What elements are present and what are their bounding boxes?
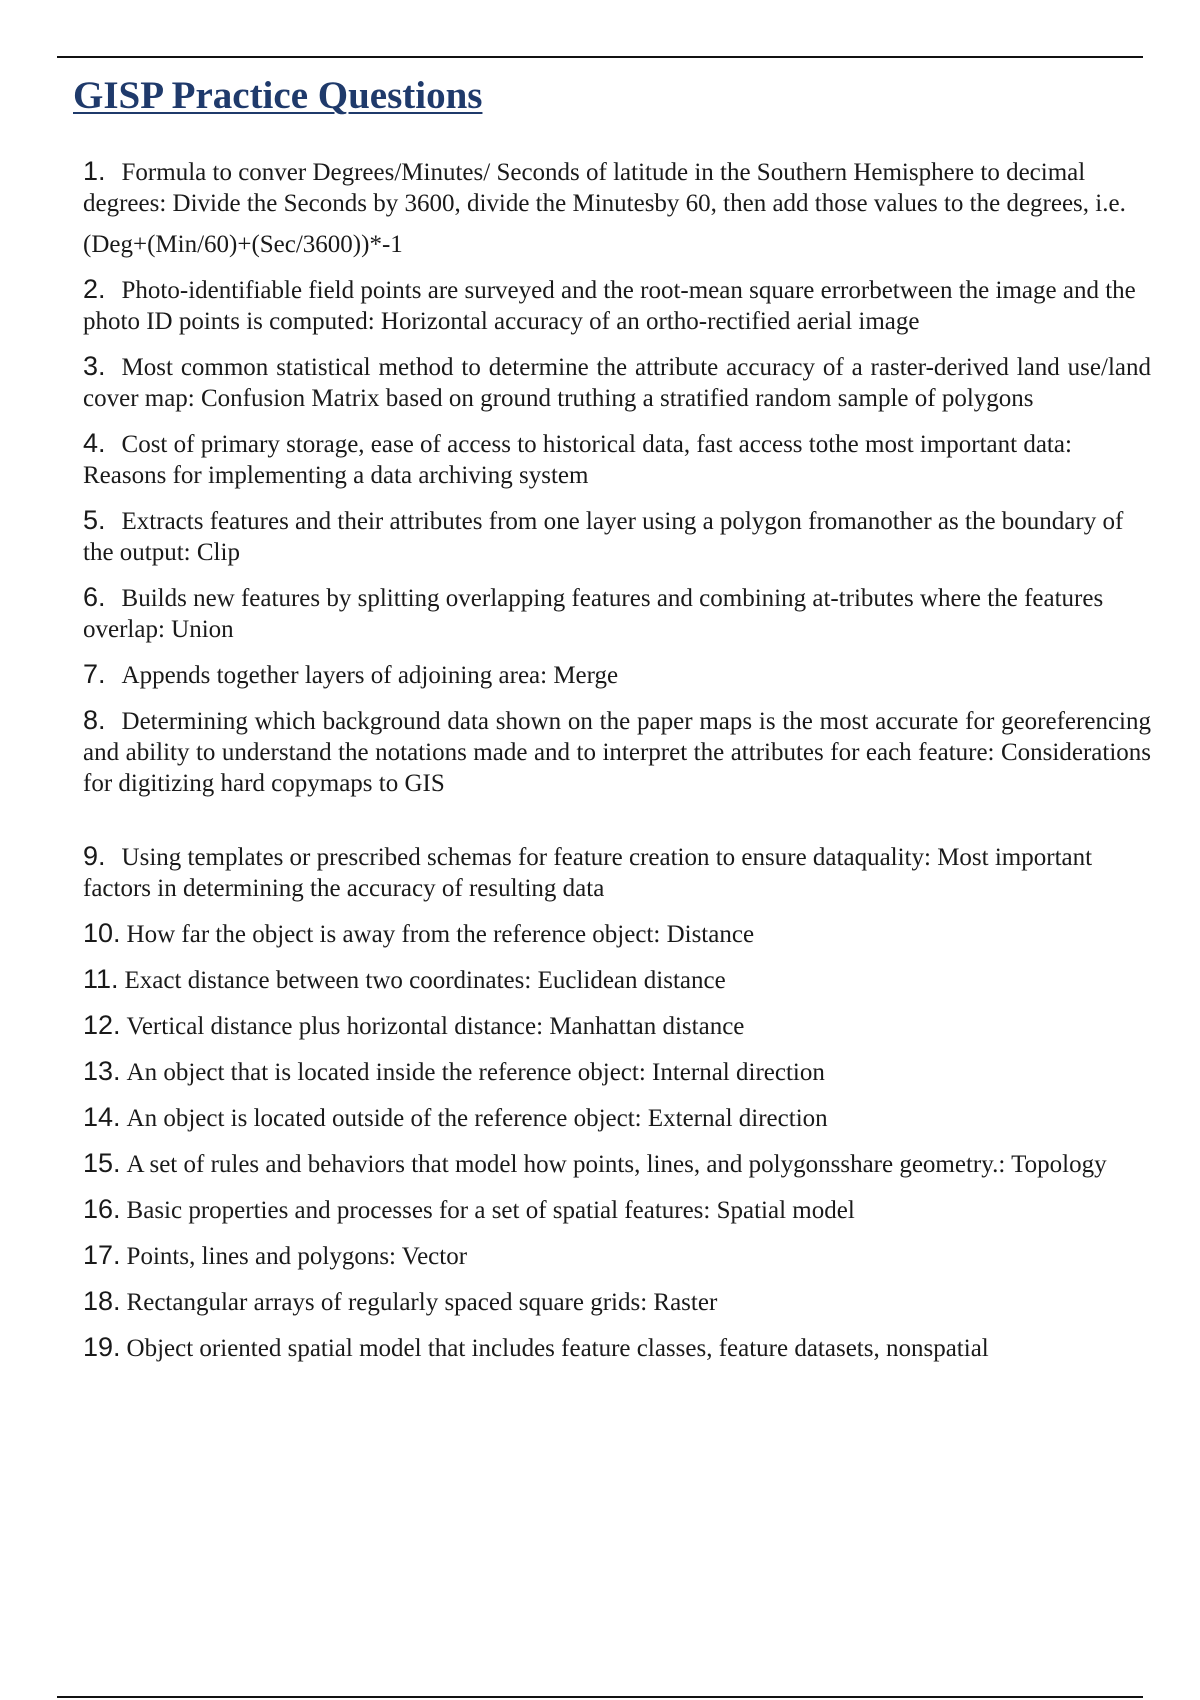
question-17 xyxy=(83,1240,1151,1272)
question-text: Object oriented spatial model that includes feature classes, feature datasets, nonspatial xyxy=(126,1335,989,1362)
question-11 xyxy=(83,964,1151,996)
bottom-rule xyxy=(57,1696,1143,1698)
question-text: Photo-identifiable field points are surveyed and the root-mean square errorbetween the image and the photo ID points is computed: Horizontal accuracy of an ortho-rectified aerial image xyxy=(83,277,1136,335)
question-5 xyxy=(83,505,1151,568)
question-number: 19. xyxy=(83,1332,121,1362)
question-9 xyxy=(83,841,1151,904)
question-8 xyxy=(83,705,1151,799)
question-number: 15. xyxy=(83,1148,121,1178)
question-text: Most common statistical method to determine the attribute accuracy of a raster-derived land use/land cover map: Confusion Matrix based on ground truthing a stratified random sample of polygons xyxy=(83,354,1151,412)
question-number: 11. xyxy=(83,964,119,994)
question-text: Extracts features and their attributes from one layer using a polygon fromanother as the boundary of the output: Clip xyxy=(83,508,1124,566)
question-text: Rectangular arrays of regularly spaced square grids: Raster xyxy=(126,1289,718,1316)
question-10 xyxy=(83,918,1151,950)
question-number: 16. xyxy=(83,1194,121,1224)
question-16 xyxy=(83,1194,1151,1226)
question-text: A set of rules and behaviors that model how points, lines, and polygonsshare geometry.: Topology xyxy=(126,1151,1107,1178)
question-number: 1. xyxy=(83,156,106,186)
question-text: Builds new features by splitting overlapping features and combining at-tributes where the features overlap: Union xyxy=(83,585,1104,643)
question-19 xyxy=(83,1332,1151,1364)
question-3 xyxy=(83,351,1151,414)
question-text: Formula to conver Degrees/Minutes/ Seconds of latitude in the Southern Hemisphere to decimal degrees: Divide the Seconds by 3600, divide the Minutesby 60, then add those values to the degrees, i.e. xyxy=(83,159,1126,217)
question-text: Points, lines and polygons: Vector xyxy=(126,1243,468,1270)
question-text: Determining which background data shown on the paper maps is the most accurate for georeferencing and ability to understand the notations made and to interpret the attributes for each feature: Considerations for digitizing hard copymaps to GIS xyxy=(83,708,1151,797)
question-number: 5. xyxy=(83,505,106,535)
question-text: Cost of primary storage, ease of access to historical data, fast access tothe most important data: Reasons for implementing a data archiving system xyxy=(83,431,1072,489)
question-list xyxy=(83,156,1151,1378)
question-number: 9. xyxy=(83,841,106,871)
question-number: 6. xyxy=(83,582,106,612)
question-number: 17. xyxy=(83,1240,121,1270)
question-18 xyxy=(83,1286,1151,1318)
question-number: 8. xyxy=(83,705,106,735)
question-number: 14. xyxy=(83,1102,121,1132)
question-text: Using templates or prescribed schemas for feature creation to ensure dataquality: Most important factors in determining the accuracy of resulting data xyxy=(83,844,1093,902)
question-text: Appends together layers of adjoining area: Merge xyxy=(121,662,619,689)
question-text: Exact distance between two coordinates: Euclidean distance xyxy=(124,967,726,994)
question-text: An object is located outside of the reference object: External direction xyxy=(126,1105,828,1132)
question-text: Vertical distance plus horizontal distance: Manhattan distance xyxy=(126,1013,745,1040)
question-2 xyxy=(83,274,1151,337)
page-title: GISP Practice Questions xyxy=(73,74,483,117)
question-text: How far the object is away from the reference object: Distance xyxy=(126,921,755,948)
question-number: 12. xyxy=(83,1010,121,1040)
question-6 xyxy=(83,582,1151,645)
top-rule xyxy=(57,56,1143,58)
question-text: Basic properties and processes for a set of spatial features: Spatial model xyxy=(126,1197,855,1224)
question-1 xyxy=(83,156,1151,219)
question-14 xyxy=(83,1102,1151,1134)
spacer xyxy=(83,813,1151,841)
question-15 xyxy=(83,1148,1151,1180)
question-number: 10. xyxy=(83,918,121,948)
question-number: 13. xyxy=(83,1056,121,1086)
question-number: 2. xyxy=(83,274,106,304)
question-7 xyxy=(83,659,1151,691)
question-number: 4. xyxy=(83,428,106,458)
question-text: An object that is located inside the reference object: Internal direction xyxy=(126,1059,825,1086)
formula: (Deg+(Min/60)+(Sec/3600))*-1 xyxy=(83,231,403,258)
question-4 xyxy=(83,428,1151,491)
question-number: 3. xyxy=(83,351,106,381)
question-number: 7. xyxy=(83,659,106,689)
question-13 xyxy=(83,1056,1151,1088)
question-number: 18. xyxy=(83,1286,121,1316)
question-12 xyxy=(83,1010,1151,1042)
